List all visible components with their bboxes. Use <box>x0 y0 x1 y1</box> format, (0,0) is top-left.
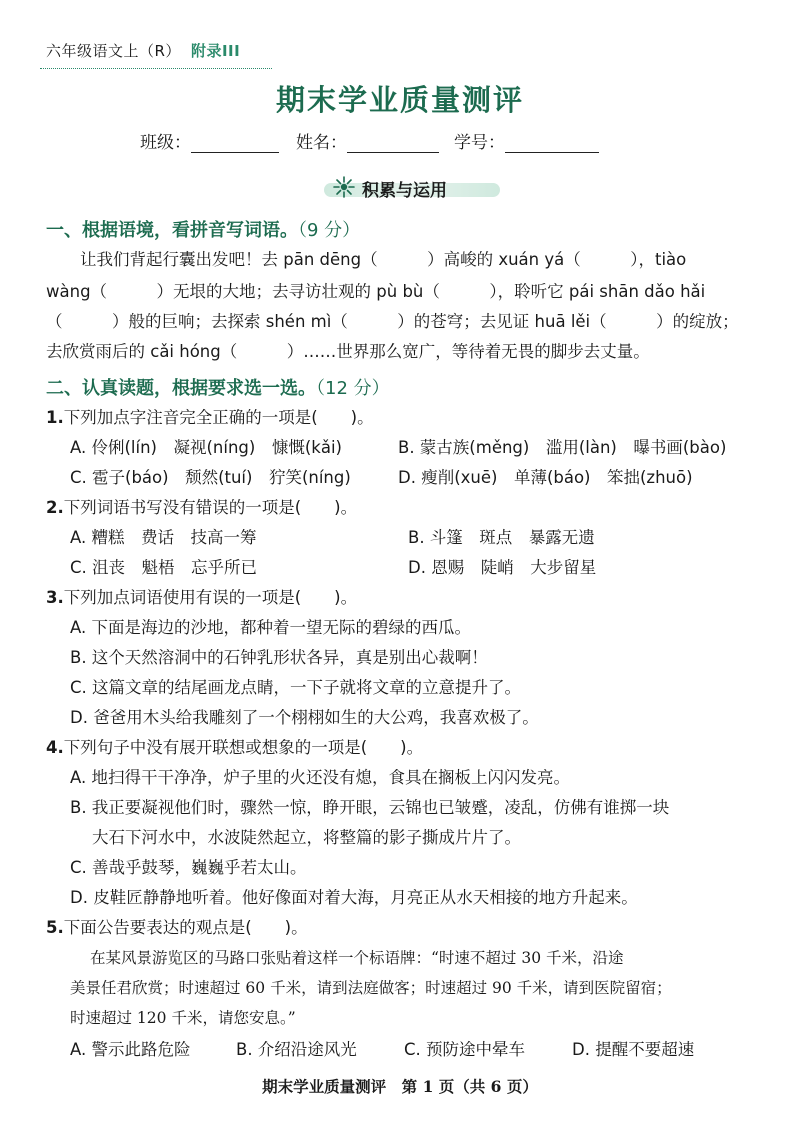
question-3 <box>46 584 357 608</box>
q1-option-a[interactable]: A. 伶俐(lín) 凝视(níng) 慷慨(kǎi) <box>70 438 342 457</box>
q2-option-a[interactable]: A. 糟糕 费话 技高一筹 <box>70 528 257 547</box>
q1-stem: 下列加点字注音完全正确的一项是( )。 <box>63 408 374 427</box>
q3-option-b[interactable]: B. 这个天然溶洞中的石钟乳形状各异，真是别出心裁啊！ <box>70 648 488 667</box>
q1-option-d[interactable]: D. 瘦削(xuē) 单薄(báo) 笨拙(zhuō) <box>398 468 693 487</box>
q4-option-b-line-1[interactable]: B. 我正要凝视他们时，骤然一惊，睁开眼，云锦也已皱蹙，凌乱，仿佛有谁掷一块 <box>70 798 670 817</box>
q5-option-d[interactable]: D. 提醒不要超速 <box>572 1040 695 1059</box>
sec1-line-1: 让我们背起行囊出发吧！去 pān dēng（ ）高峻的 xuán yá（ ），tiào <box>80 250 687 269</box>
page-title: 期末学业质量测评 <box>275 83 524 117</box>
q5-option-b[interactable]: B. 介绍沿途风光 <box>236 1040 357 1059</box>
question-5 <box>46 914 308 938</box>
page-footer: 期末学业质量测评 第 1 页（共 6 页） <box>262 1077 538 1096</box>
q1-option-b[interactable]: B. 蒙古族(měng) 滥用(làn) 曝书画(bào) <box>398 438 727 457</box>
section-2-title <box>46 374 390 400</box>
section-banner <box>324 175 500 201</box>
question-1 <box>46 404 374 428</box>
name-blank[interactable] <box>347 134 439 153</box>
q3-number: 3. <box>46 588 64 607</box>
q2-stem: 下列词语书写没有错误的一项是( )。 <box>63 498 358 517</box>
name-label: 姓名： <box>296 133 347 153</box>
q5-option-a[interactable]: A. 警示此路危险 <box>70 1040 191 1059</box>
q1-number: 1. <box>46 408 64 427</box>
section-1-title <box>46 216 360 242</box>
header-grade <box>46 40 240 61</box>
q2-option-c[interactable]: C. 沮丧 魁梧 忘乎所已 <box>70 558 258 577</box>
question-2 <box>46 494 357 518</box>
section-2-points: （12 分） <box>316 378 390 399</box>
id-blank[interactable] <box>505 134 599 153</box>
q2-number: 2. <box>46 498 64 517</box>
sparkle-icon <box>332 175 356 199</box>
q5-option-c[interactable]: C. 预防途中晕车 <box>404 1040 526 1059</box>
section-2-heading: 二、认真读题，根据要求选一选。 <box>46 378 316 399</box>
q3-option-a[interactable]: A. 下面是海边的沙地，都种着一望无际的碧绿的西瓜。 <box>70 618 471 637</box>
class-field <box>140 128 279 153</box>
q4-option-d[interactable]: D. 皮鞋匠静静地听着。他好像面对着大海，月亮正从水天相接的地方升起来。 <box>70 888 638 907</box>
grade-label: 六年级语文上（R） <box>46 42 181 60</box>
banner-label: 积累与运用 <box>362 181 447 201</box>
header-divider <box>40 68 272 69</box>
class-label: 班级： <box>140 133 191 153</box>
id-field <box>454 128 599 153</box>
q5-number: 5. <box>46 918 64 937</box>
q4-option-a[interactable]: A. 地扫得干干净净，炉子里的火还没有熄，食具在搁板上闪闪发亮。 <box>70 768 570 787</box>
q4-option-b-line-2[interactable]: 大石下河水中，水波陡然起立，将整篇的影子撕成片片了。 <box>92 828 521 847</box>
sec1-line-4: 去欣赏雨后的 cǎi hóng（ ）……世界那么宽广，等待着无畏的脚步去丈量。 <box>46 342 650 361</box>
section-1-points: （9 分） <box>298 220 361 241</box>
q1-option-c[interactable]: C. 雹子(báo) 颓然(tuí) 狞笑(níng) <box>70 468 351 487</box>
q3-stem: 下列加点词语使用有误的一项是( )。 <box>63 588 358 607</box>
class-blank[interactable] <box>191 134 279 153</box>
sec1-line-3: （ ）般的巨响；去探索 shén mì（ ）的苍穹；去见证 huā lěi（ ）的绽放； <box>46 312 739 331</box>
id-label: 学号： <box>454 133 505 153</box>
q5-passage-line-1: 在某风景游览区的马路口张贴着这样一个标语牌：“时速不超过 30 千米，沿途 <box>90 949 624 967</box>
name-field <box>296 128 439 153</box>
q4-option-c[interactable]: C. 善哉乎鼓琴，巍巍乎若太山。 <box>70 858 307 877</box>
sec1-line-2: wàng（ ）无垠的大地；去寻访壮观的 pù bù（ ），聆听它 pái shān dǎo hǎi <box>46 282 706 301</box>
question-4 <box>46 734 423 758</box>
q3-option-c[interactable]: C. 这篇文章的结尾画龙点睛，一下子就将文章的立意提升了。 <box>70 678 522 697</box>
q4-stem: 下列句子中没有展开联想或想象的一项是( )。 <box>63 738 424 757</box>
q2-option-d[interactable]: D. 恩赐 陡峭 大步留星 <box>408 558 597 577</box>
q5-stem: 下面公告要表达的观点是( )。 <box>63 918 308 937</box>
q2-option-b[interactable]: B. 斗篷 斑点 暴露无遗 <box>408 528 595 547</box>
section-1-heading: 一、根据语境，看拼音写词语。 <box>46 220 298 241</box>
q5-passage-line-2: 美景任君欣赏；时速超过 60 千米，请到法庭做客；时速超过 90 千米，请到医院留宿； <box>70 979 672 997</box>
q4-number: 4. <box>46 738 64 757</box>
appendix-label: 附录III <box>190 42 241 60</box>
q3-option-d[interactable]: D. 爸爸用木头给我雕刻了一个栩栩如生的大公鸡，我喜欢极了。 <box>70 708 539 727</box>
q5-passage-line-3: 时速超过 120 千米，请您安息。” <box>70 1009 296 1027</box>
